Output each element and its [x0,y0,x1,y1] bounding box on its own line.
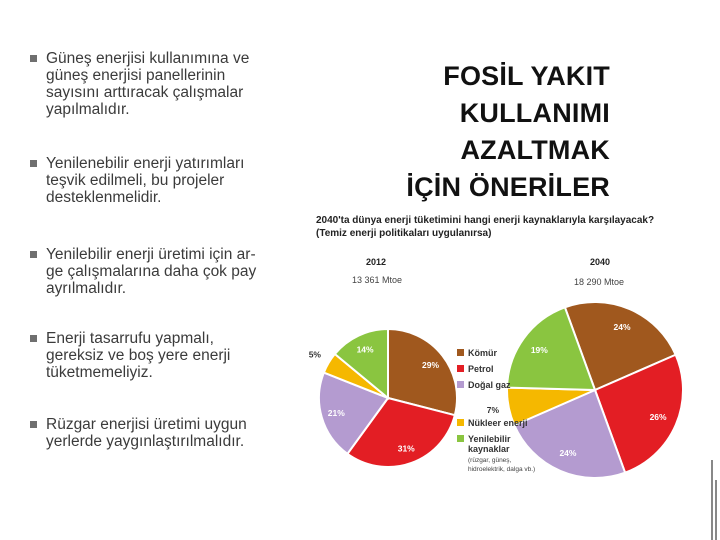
legend-label: Nükleer enerji [468,418,528,428]
legend-swatch [457,381,464,388]
pie-label-2012-1: 31% [397,443,415,454]
bullet-line: sayısını arttıracak çalışmalar [46,84,244,101]
bullet-line: Yenilebilir enerji üretimi için ar- [46,246,256,263]
pie-total-2040: 18 290 Mtoe [574,277,625,287]
chart-subtitle: (Temiz enerji politikaları uygulanırsa) [316,228,492,239]
pie-label-2040-1: 26% [649,412,667,423]
legend-swatch [457,419,464,426]
bullet-line: Yenilenebilir enerji yatırımları [46,155,245,172]
legend-swatch [457,365,464,372]
bullet-line: gereksiz ve boş yere enerji [46,347,231,364]
pie-year-2012: 2012 [366,257,387,267]
bullet-line: tüketmemeliyiz. [46,364,153,381]
bullet-line: yapılmalıdır. [46,101,130,118]
legend-label: Petrol [468,364,494,374]
bullet-line: Enerji tasarrufu yapmalı, [46,330,214,347]
bullet-line: güneş enerjisi panellerinin [46,67,226,84]
pie-label-2012-4: 14% [356,344,374,355]
legend-label: Kömür [468,348,497,358]
bullet-line: yerlerde yaygınlaştırılmalıdır. [46,433,245,450]
pie-label-2040-3: 7% [486,404,500,415]
pie-label-2040-0: 24% [613,321,631,332]
pie-label-2040-2: 24% [559,448,577,459]
bullet-line: teşvik edilmeli, bu projeler [46,172,225,189]
bullet-line: Güneş enerjisi kullanımına ve [46,50,250,67]
pie-label-2040-4: 19% [530,344,548,355]
pie-label-2012-3: 5% [308,349,321,360]
legend-note: (rüzgar, güneş, hidroelektrik, dalga vb.) [468,457,536,473]
chart-title: 2040'ta dünya enerji tüketimini hangi enerji kaynaklarıyla karşılayacak? [316,215,655,226]
legend-label: Doğal gaz [468,380,511,390]
title-line: İÇİN ÖNERİLER [406,172,610,202]
pie-label-2012-0: 29% [422,360,440,371]
bullet-line: Rüzgar enerjisi üretimi uygun [46,416,247,433]
legend-swatch [457,435,464,442]
bullet-line: desteklenmelidir. [46,189,162,206]
title-line: KULLANIMI [459,98,610,128]
pie-total-2012: 13 361 Mtoe [352,275,403,285]
title-line: AZALTMAK [460,135,610,165]
title-line: FOSİL YAKIT [443,61,610,91]
pie-year-2040: 2040 [590,257,611,267]
legend-label: Yenilebilir kaynaklar [468,434,511,454]
pie-label-2012-2: 21% [327,408,345,419]
legend-swatch [457,349,464,356]
bullet-line: ayrılmalıdır. [46,280,127,297]
bullet-line: ge çalışmalarına daha çok pay [46,263,257,280]
